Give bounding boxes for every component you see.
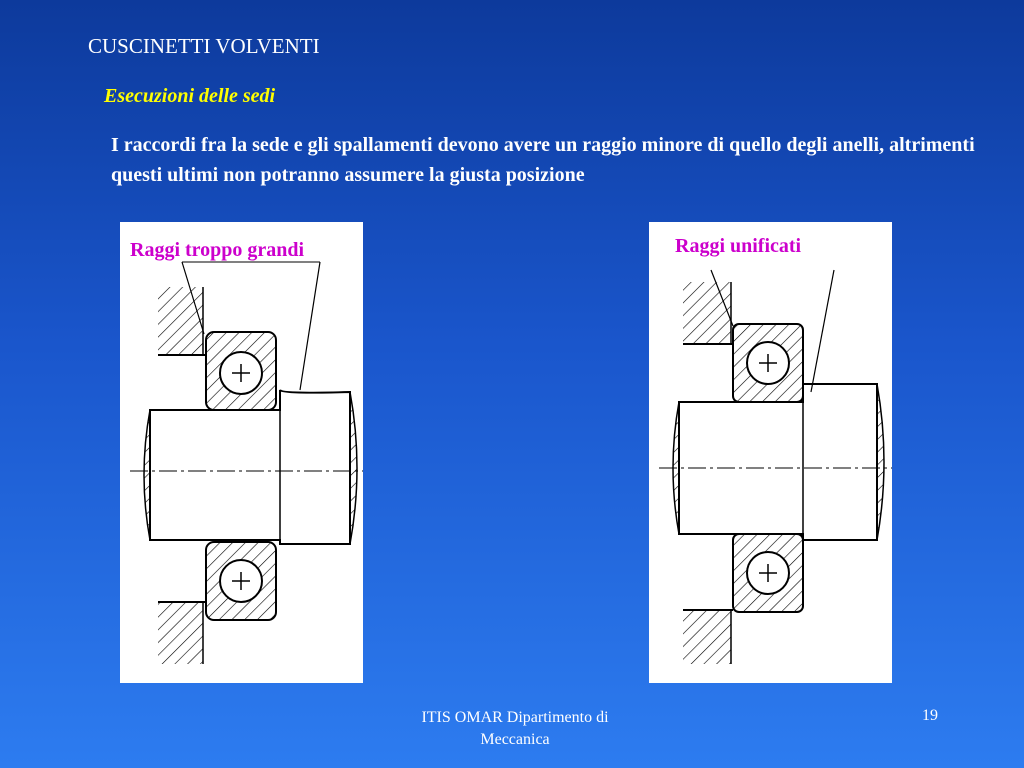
figure-caption-too-large: Raggi troppo grandi xyxy=(130,239,305,261)
bearing-drawing-unified xyxy=(649,222,892,683)
slide-subtitle: Esecuzioni delle sedi xyxy=(104,85,276,107)
bearing-drawing-too-large xyxy=(120,222,363,683)
footer-text: ITIS OMAR Dipartimento di Meccanica xyxy=(421,709,609,748)
slide-title: CUSCINETTI VOLVENTI xyxy=(88,34,320,58)
figure-radii-too-large xyxy=(120,222,363,683)
figure-unified-radii xyxy=(649,222,892,683)
page-number: 19 xyxy=(922,707,938,724)
figure-caption-unified: Raggi unificati xyxy=(675,235,802,257)
slide-body-text: I raccordi fra la sede e gli spallamenti devono avere un raggio minore di quello degli anelli, altrimenti questi ultimi non potranno assumere la giusta posizione xyxy=(111,134,975,186)
